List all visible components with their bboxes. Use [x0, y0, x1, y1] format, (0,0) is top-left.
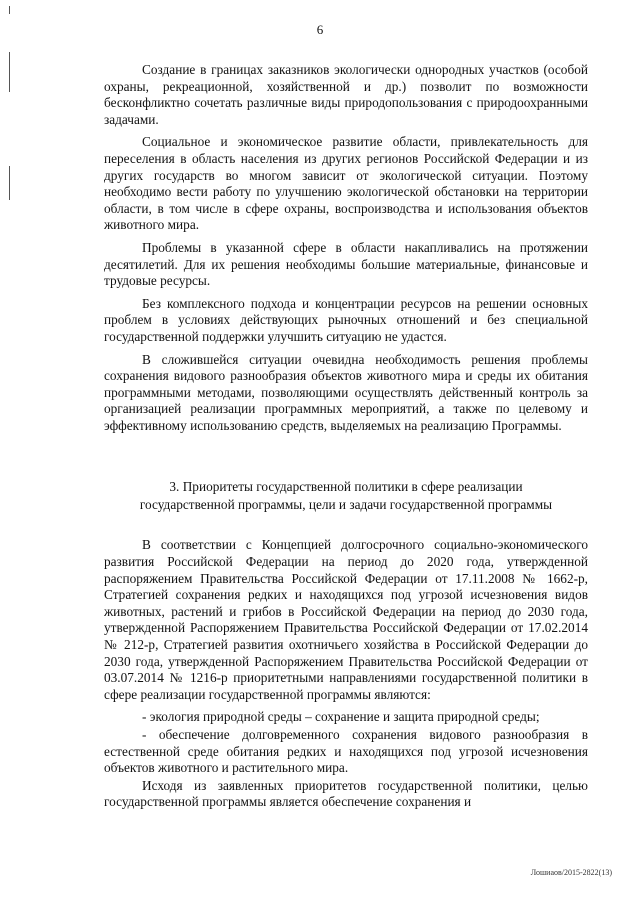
paragraph: Проблемы в указанной сфере в области накапливались на протяжении десятилетий. Для их решения необходимы большие материальные, финансовые и трудовые ресурсы.: [104, 239, 588, 289]
paragraph: В сложившейся ситуации очевидна необходимость решения проблемы сохранения видового разнообразия объектов животного мира и среды их обитания программными методами, позволяющими осуществлять действенный контроль за организацией реализации программных мероприятий, а также по целевому и эффективному использованию средств, выделяемых на реализацию Программы.: [104, 351, 588, 433]
margin-mark: [9, 166, 10, 200]
paragraph: Социальное и экономическое развитие области, привлекательность для переселения в область населения из других регионов Российской Федерации и из других государств во многом зависит от экологической ситуации. Поэтому необходимо вести работу по улучшению экологической обстановки на территории области, в том числе в сфере охраны, воспроизводства и использования объектов животного мира.: [104, 134, 588, 233]
list-item: - обеспечение долговременного сохранения видового разнообразия в естественной среде обитания редких и находящихся под угрозой исчезновения объектов животного и растительного мира.: [104, 727, 588, 776]
paragraph: Исходя из заявленных приоритетов государственной политики, целью государственной программы является обеспечение сохранения и: [104, 777, 588, 810]
footer-code: Лошиаов/2015-2822(13): [530, 868, 612, 877]
paragraph: Без комплексного подхода и концентрации ресурсов на решении основных проблем в условиях действующих рыночных отношений и без специальной государственной поддержки улучшить ситуацию не удастся.: [104, 295, 588, 344]
paragraph: В соответствии с Концепцией долгосрочного социально-экономического развития Российской Федерации на период до 2020 года, утвержденной распоряжением Правительства Российской Федерации от 17.11.2008 № 1662-р, Стратегией сохранения редких и находящихся под угрозой исчезновения видов животных, растений и грибов в Российской Федерации на период до 2030 года, утвержденной Распоряжением Правительства Российской Федерации от 17.02.2014 № 212-р, Стратегией развития охотничьего хозяйства в Российской Федерации до 2030 года, утвержденной Распоряжением Правительства Российской Федерации от 03.07.2014 № 1216-р приоритетными направлениями государственной политики в сфере реализации государственной программы являются:: [104, 537, 588, 702]
margin-mark: [9, 52, 10, 92]
margin-mark: [9, 6, 10, 14]
section-title: [104, 478, 588, 514]
document-body: [104, 62, 588, 817]
paragraph: Создание в границах заказников экологически однородных участков (особой охраны, рекреационной, хозяйственной и др.) позволит по возможности бесконфликтно сочетать различные виды природопользования с природоохранными задачами.: [104, 62, 588, 127]
section-title-line: 3. Приоритеты государственной политики в сфере реализации: [169, 479, 523, 495]
page-number: 6: [316, 22, 324, 37]
list-item: - экология природной среды – сохранение и защита природной среды;: [142, 709, 540, 725]
section-title-line: государственной программы, цели и задачи государственной программы: [139, 497, 553, 513]
